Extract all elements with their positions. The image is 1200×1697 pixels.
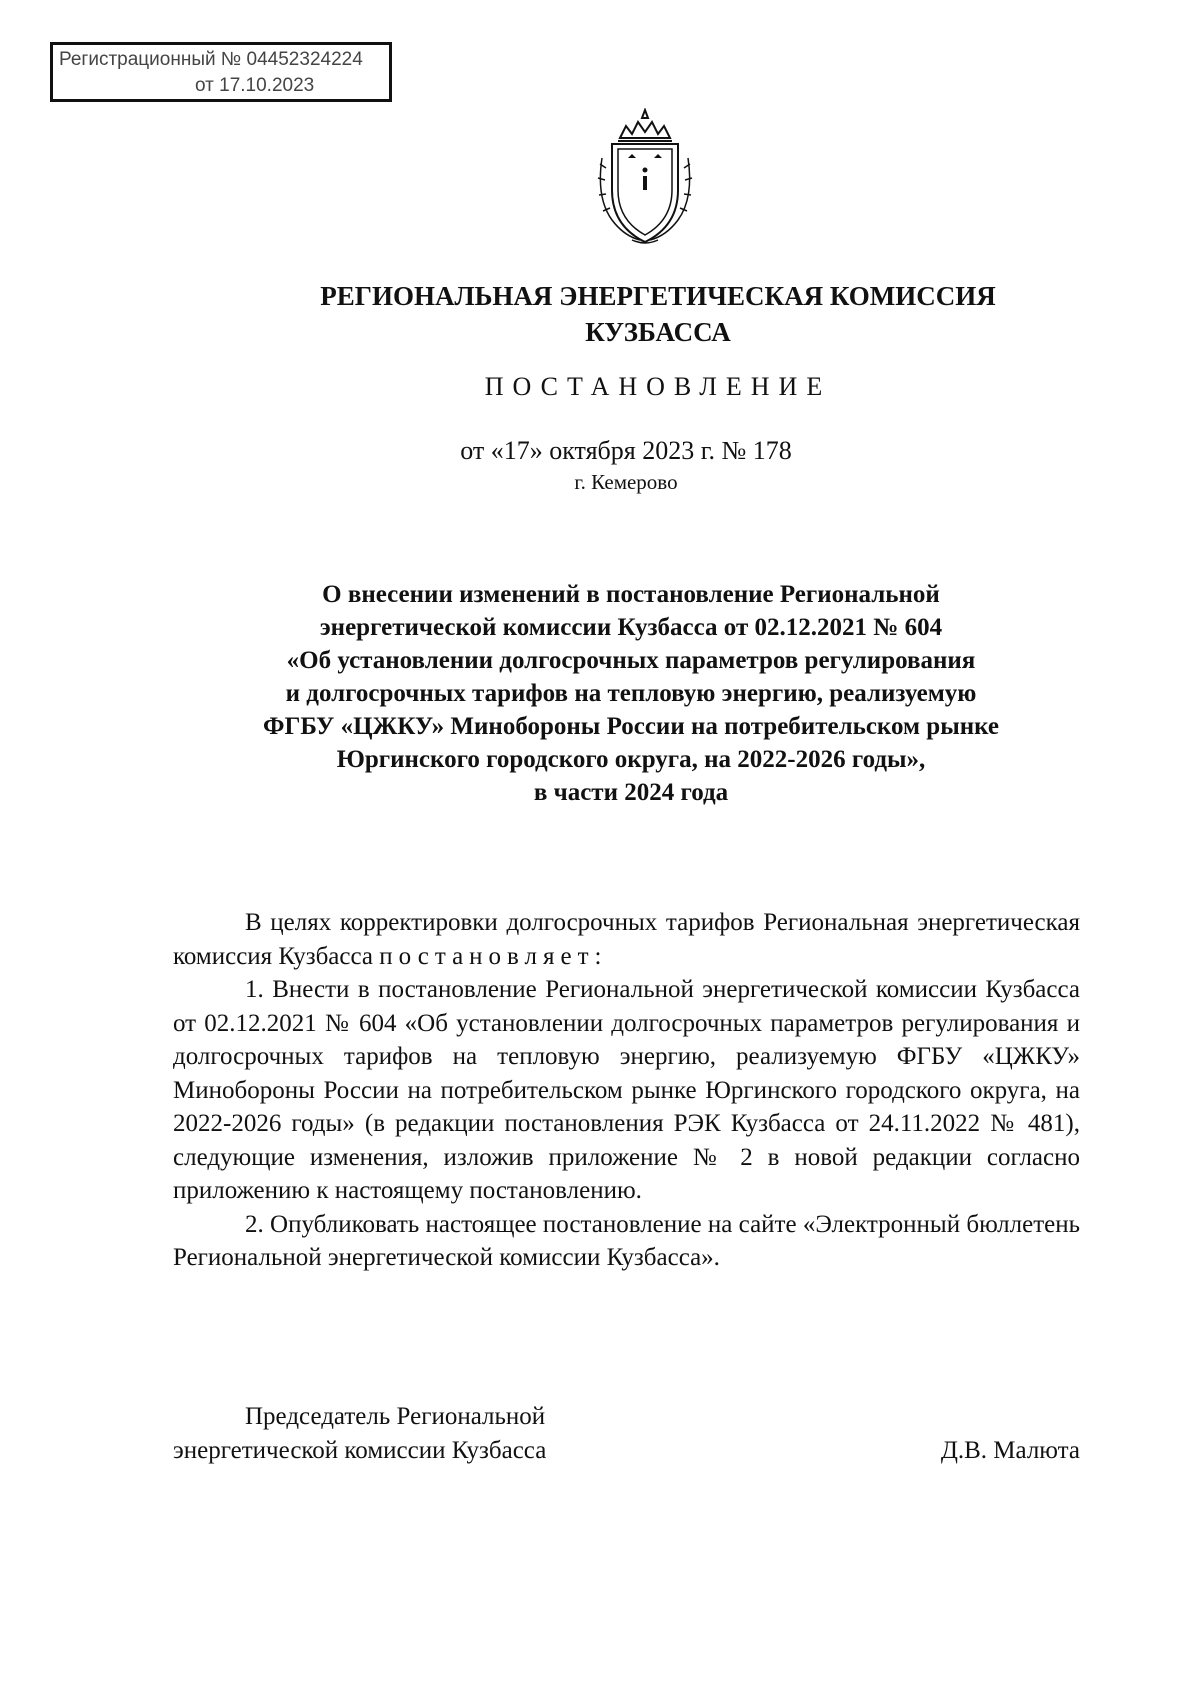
document-city: г. Кемерово	[574, 470, 678, 494]
subject-line: в части 2024 года	[533, 779, 729, 806]
body-intro-text: В целях корректировки долгосрочных тарифов Региональная энергетическая комиссия Кузбасса	[173, 909, 1080, 970]
registration-number: Регистрационный № 04452324224	[59, 49, 363, 70]
body-item-2: 2. Опубликовать настоящее постановление на сайте «Электронный бюллетень Региональной энергетической комиссии Кузбасса».	[173, 1210, 1080, 1271]
kuzbass-coat-of-arms-icon	[590, 108, 700, 248]
organization-name	[58, 278, 1200, 350]
subject-line: и долгосрочных тарифов на тепловую энергию, реализуемую	[285, 680, 977, 707]
subject-line: ФГБУ «ЦЖКУ» Минобороны России на потребительском рынке	[262, 713, 999, 740]
body-item-1: 1. Внести в постановление Региональной энергетической комиссии Кузбасса от 02.12.2021 № 604 «Об установлении долгосрочных параметров регулирования и долгосрочных тарифов на тепловую энергию, реализуемую ФГБУ «ЦЖКУ» Минобороны России на потребительском рынке Юргинского городского округа, на 2022-2026 годы» (в редакции постановления РЭК Кузбасса от 24.11.2022 № 481), следующие изменения, изложив приложение № 2 в новой редакции согласно приложению к настоящему постановлению.	[173, 976, 1080, 1204]
subject-line: энергетической комиссии Кузбасса от 02.12.2021 № 604	[319, 614, 943, 641]
subject-line: Юргинского городского округа, на 2022-2026 годы»,	[336, 746, 926, 773]
registration-date: от 17.10.2023	[195, 75, 315, 96]
document-subject	[198, 578, 1064, 809]
signature-block	[173, 1400, 1080, 1468]
signer-name: Д.В. Малюта	[940, 1437, 1080, 1464]
subject-line: О внесении изменений в постановление Региональной	[322, 581, 940, 608]
document-body	[173, 906, 1080, 1275]
organization-name-line1: РЕГИОНАЛЬНАЯ ЭНЕРГЕТИЧЕСКАЯ КОМИССИЯ	[320, 281, 996, 311]
body-intro-verb: постановляет:	[379, 942, 608, 970]
subject-line: «Об установлении долгосрочных параметров регулирования	[286, 647, 976, 674]
body-intro-paragraph	[173, 906, 1080, 973]
registration-stamp	[50, 42, 392, 102]
document-date-number: от «17» октября 2023 г. № 178	[460, 436, 792, 465]
signer-position-line2: энергетической комиссии Кузбасса	[173, 1437, 547, 1464]
signer-position-line1: Председатель Региональной	[245, 1403, 546, 1430]
organization-name-line2: КУЗБАССА	[585, 317, 731, 347]
document-type: ПОСТАНОВЛЕНИЕ	[484, 372, 832, 401]
